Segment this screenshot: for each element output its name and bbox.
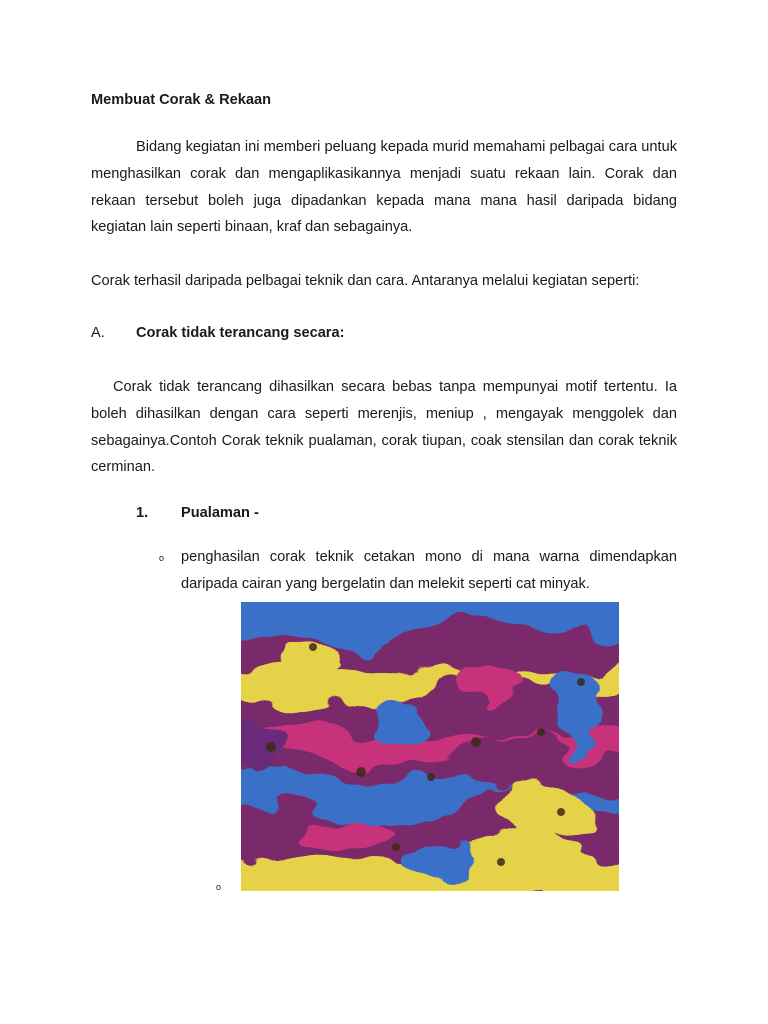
bullet-text: penghasilan corak teknik cetakan mono di mana warna dimendapkan daripada cairan yang bergelatin dan melekit seperti cat minyak. <box>181 549 677 592</box>
document-title: Membuat Corak & Rekaan <box>91 92 272 108</box>
intro-paragraph: Bidang kegiatan ini memberi peluang kepada murid memahami pelbagai cara untuk menghasilkan corak dan mengaplikasikannya menjadi suatu rekaan lain. Corak dan rekaan tersebut boleh juga dipadankan kepada mana mana hasil daripada bidang kegiatan lain seperti binaan, kraf dan sebagainya. <box>91 139 677 236</box>
section-a-heading: Corak tidak terancang secara: <box>136 325 345 341</box>
image-bullet-marker: o <box>216 882 222 892</box>
second-paragraph: Corak terhasil daripada pelbagai teknik dan cara. Antaranya melalui kegiatan seperti: <box>91 273 640 289</box>
section-a-paragraph: Corak tidak terancang dihasilkan secara bebas tanpa mempunyai motif tertentu. Ia boleh dihasilkan dengan cara seperti merenjis, meniup , mengayak menggolek dan sebagainya.Contoh Corak teknik pualaman, corak tiupan, coak stensilan dan corak teknik cerminan. <box>91 379 677 476</box>
item-1-number: 1. <box>136 505 149 521</box>
item-1-heading: Pualaman - <box>181 505 259 521</box>
section-a-letter: A. <box>91 325 105 341</box>
marbling-image <box>241 602 619 891</box>
bullet-marker: o <box>159 553 165 563</box>
